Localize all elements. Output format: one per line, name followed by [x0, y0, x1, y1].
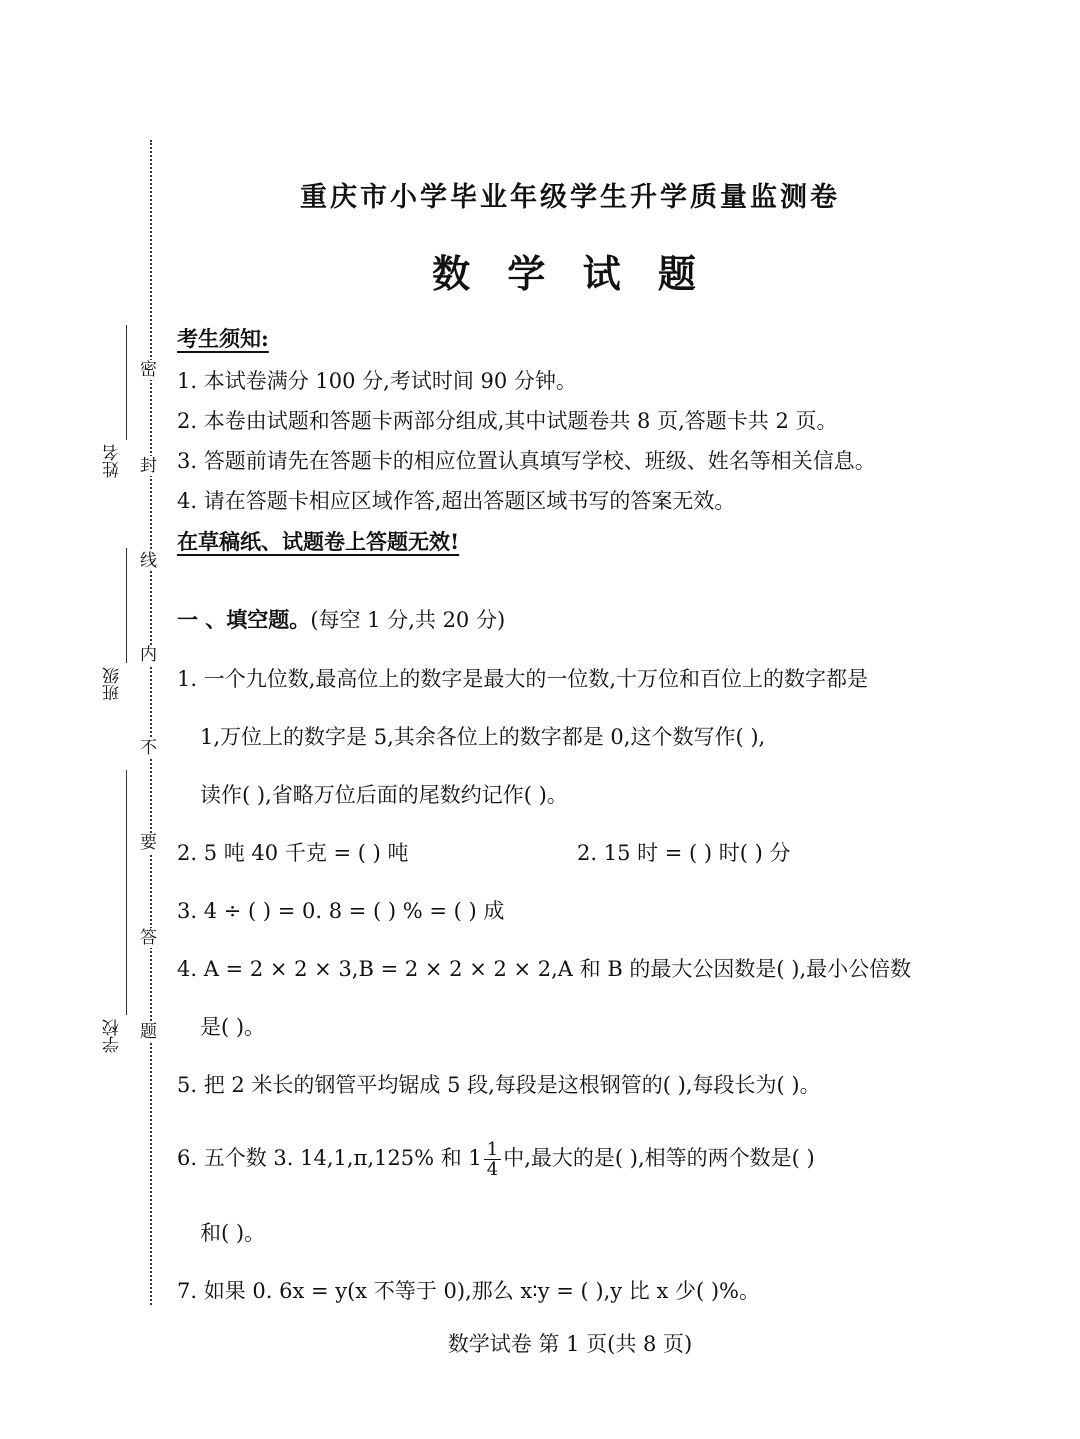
section-heading-label: 一 、填空题。 — [177, 607, 311, 632]
question-1-line-1: 1. 一个九位数,最高位上的数字是最大的一位数,十万位和百位上的数字都是 — [177, 667, 869, 691]
notice-item: 2. 本卷由试题和答题卡两部分组成,其中试题卷共 8 页,答题卡共 2 页。 — [177, 409, 838, 433]
question-2b: 2. 15 时 = ( ) 时( ) 分 — [577, 841, 791, 865]
name-label: 姓名 — [103, 444, 123, 478]
question-6-line-2: 和( )。 — [200, 1221, 266, 1245]
seal-char: 要 — [140, 833, 157, 853]
seal-char: 密 — [140, 360, 157, 380]
section-heading-note: (每空 1 分,共 20 分) — [310, 608, 506, 632]
question-4-line-2: 是( )。 — [200, 1015, 266, 1039]
question-3: 3. 4 ÷ ( ) = 0. 8 = ( ) % = ( ) 成 — [177, 899, 505, 923]
notice-heading: 考生须知: — [177, 326, 269, 351]
seal-char: 不 — [140, 738, 157, 758]
notice-item: 4. 请在答题卡相应区域作答,超出答题区域书写的答案无效。 — [177, 489, 736, 513]
name-write-line[interactable] — [126, 325, 127, 440]
question-4-line-1: 4. A = 2 × 2 × 3,B = 2 × 2 × 2 × 2,A 和 B 的最大公因数是( ),最小公倍数 — [177, 957, 912, 981]
notice-warning: 在草稿纸、试题卷上答题无效! — [177, 529, 460, 554]
question-5: 5. 把 2 米长的钢管平均锯成 5 段,每段是这根钢管的( ),每段长为( )。 — [177, 1073, 821, 1097]
question-2a: 2. 5 吨 40 千克 = ( ) 吨 — [177, 841, 409, 865]
seal-char: 内 — [140, 645, 157, 665]
exam-subtitle: 数 学 试 题 — [432, 251, 708, 296]
question-1-line-2: 1,万位上的数字是 5,其余各位上的数字都是 0,这个数写作( ), — [200, 725, 766, 749]
exam-title: 重庆市小学毕业年级学生升学质量监测卷 — [300, 182, 840, 213]
fraction-one-quarter — [484, 1140, 501, 1179]
seal-char: 封 — [140, 456, 157, 476]
fraction-denominator: 4 — [486, 1159, 499, 1180]
question-6-line-1 — [177, 1130, 815, 1186]
section-heading — [177, 605, 505, 635]
question-1-line-3: 读作( ),省略万位后面的尾数约记作( )。 — [200, 783, 568, 807]
seal-char: 题 — [140, 1022, 157, 1042]
notice-item: 1. 本试卷满分 100 分,考试时间 90 分钟。 — [177, 369, 577, 393]
school-label: 学校 — [103, 1019, 123, 1053]
seal-dotted-line — [150, 140, 152, 1305]
school-write-line[interactable] — [126, 770, 127, 1015]
question-6-text-after: 中,最大的是( ),相等的两个数是( ) — [503, 1146, 815, 1170]
page-footer: 数学试卷 第 1 页(共 8 页) — [447, 1332, 693, 1356]
question-6-text-before: 6. 五个数 3. 14,1,π,125% 和 1 — [177, 1146, 482, 1170]
notice-item: 3. 答题前请先在答题卡的相应位置认真填写学校、班级、姓名等相关信息。 — [177, 449, 876, 473]
fraction-numerator: 1 — [484, 1140, 501, 1160]
seal-char: 线 — [140, 551, 157, 571]
seal-char: 答 — [140, 928, 157, 948]
question-7: 7. 如果 0. 6x = y(x 不等于 0),那么 x∶y = ( ),y 比 x 少( )%。 — [177, 1279, 761, 1303]
class-label: 班级 — [103, 667, 123, 701]
class-write-line[interactable] — [126, 548, 127, 663]
